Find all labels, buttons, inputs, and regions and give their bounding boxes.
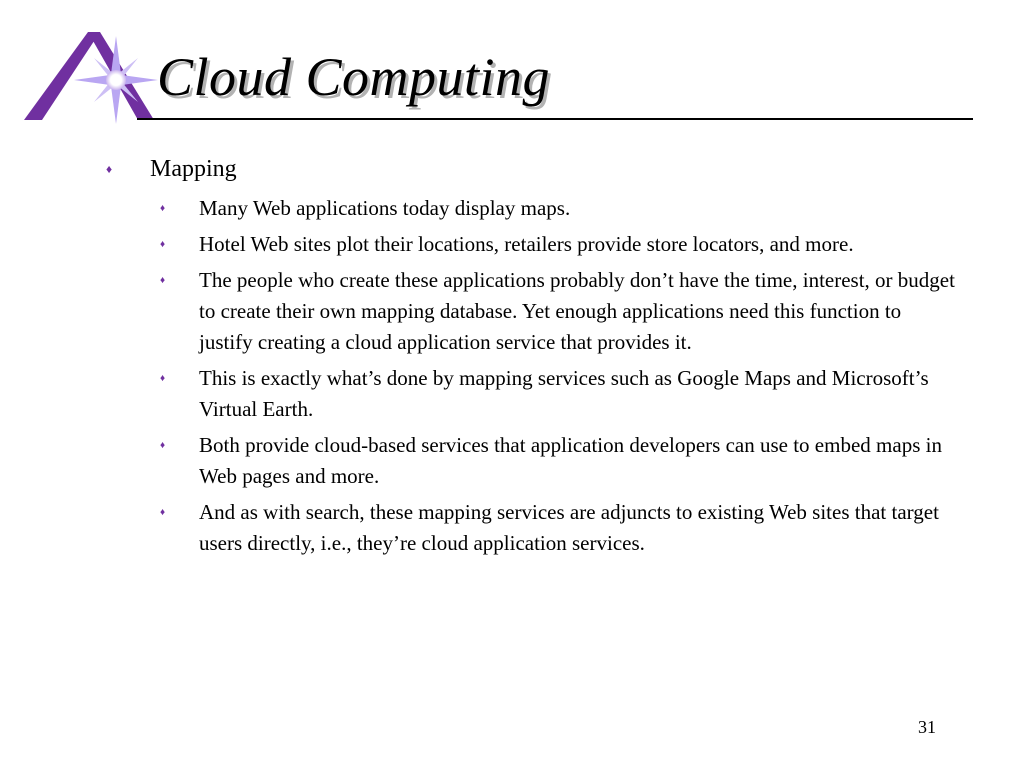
list-item-text: Both provide cloud-based services that application developers can use to embed maps in Web pages and more. (199, 433, 942, 488)
list-item-text: This is exactly what’s done by mapping services such as Google Maps and Microsoft’s Virtual Earth. (199, 366, 929, 421)
title-underline (137, 118, 973, 120)
list-item (158, 193, 958, 224)
list-item (158, 363, 958, 425)
page-number: 31 (918, 717, 936, 737)
diamond-bullet-icon: ♦ (106, 162, 113, 176)
sub-bullet-list (158, 193, 958, 564)
diamond-bullet-icon: ♦ (160, 239, 166, 250)
main-bullet-item (106, 154, 237, 184)
list-item (158, 430, 958, 492)
diamond-bullet-icon: ♦ (160, 507, 166, 518)
list-item-text: And as with search, these mapping services are adjuncts to existing Web sites that target users directly, i.e., they’re cloud application services. (199, 500, 939, 555)
list-item-text: Hotel Web sites plot their locations, retailers provide store locators, and more. (199, 232, 854, 256)
diamond-bullet-icon: ♦ (160, 203, 166, 214)
list-item-text: The people who create these applications probably don’t have the time, interest, or budget to create their own mapping database. Yet enough applications need this function to justify creating a cloud application service that provides it. (199, 268, 955, 354)
slide-title: Cloud Computing (157, 47, 551, 107)
list-item (158, 265, 958, 358)
diamond-bullet-icon: ♦ (160, 275, 166, 286)
diamond-bullet-icon: ♦ (160, 440, 166, 451)
list-item (158, 497, 958, 559)
main-bullet-text: Mapping (150, 156, 237, 182)
list-item (158, 229, 958, 260)
list-item-text: Many Web applications today display maps. (199, 196, 571, 220)
diamond-bullet-icon: ♦ (160, 373, 166, 384)
star-triangle-logo-icon (20, 28, 160, 124)
